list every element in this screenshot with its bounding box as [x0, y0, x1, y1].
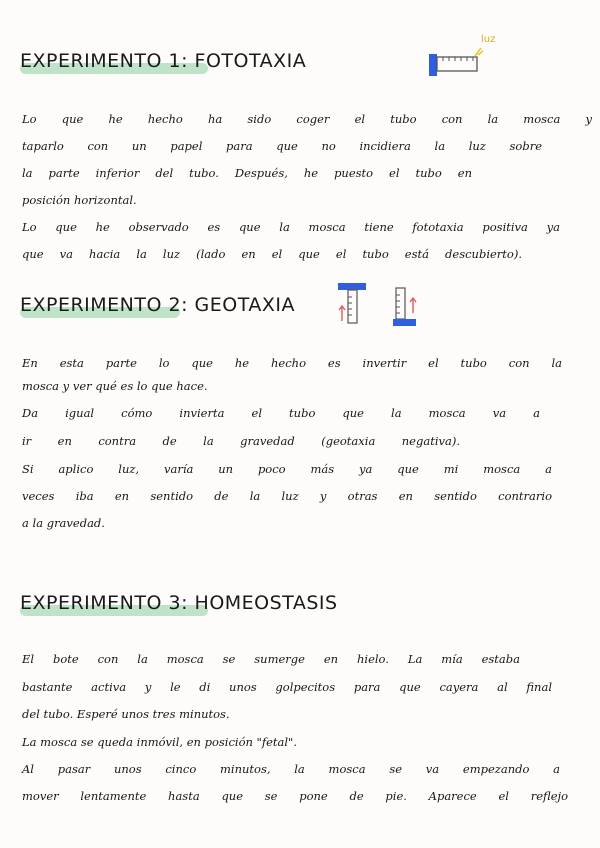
text-line: que va hacia la luz (lado en el que el tubo está descubierto). [22, 247, 522, 261]
text-line: veces iba en sentido de la luz y otras en sentido contrario [22, 489, 552, 503]
text-line: ir en contra de la gravedad (geotaxia negativa). [22, 434, 460, 448]
section-1-heading [20, 50, 306, 76]
text-line: Si aplico luz, varía un poco más ya que mi mosca a [22, 462, 552, 476]
text-line: bastante activa y le di unos golpecitos para que cayera al final [22, 680, 552, 694]
text-line: En esta parte lo que he hecho es invertir el tubo con la [22, 356, 562, 370]
inverted-tubes-icon [335, 283, 435, 328]
section-2-title: EXPERIMENTO 2: GEOTAXIA [20, 294, 295, 316]
text-line: a la gravedad. [22, 516, 105, 530]
section-3-title: EXPERIMENTO 3: HOMEOSTASIS [20, 592, 338, 614]
text-line: Lo que he hecho ha sido coger el tubo con la mosca y [22, 112, 592, 126]
text-line: mosca y ver qué es lo que hace. [22, 379, 208, 393]
text-line: del tubo. Esperé unos tres minutos. [22, 707, 230, 721]
text-line: El bote con la mosca se sumerge en hielo. La mía estaba [22, 652, 520, 666]
text-line: La mosca se queda inmóvil, en posición "fetal". [22, 735, 298, 749]
section-1-title: EXPERIMENTO 1: FOTOTAXIA [20, 50, 307, 72]
text-line: mover lentamente hasta que se pone de pie. Aparece el reflejo [22, 789, 568, 803]
light-tube-icon [425, 28, 505, 80]
text-line: taparlo con un papel para que no incidiera la luz sobre [22, 139, 542, 153]
text-line: posición horizontal. [22, 193, 137, 207]
text-line: Da igual cómo invierta el tubo que la mosca va a [22, 406, 540, 420]
text-line: Al pasar unos cinco minutos, la mosca se va empezando a [22, 762, 560, 776]
section-3-heading [20, 592, 338, 618]
text-line: Lo que he observado es que la mosca tiene fototaxia positiva ya [22, 220, 560, 234]
light-label: luz [481, 34, 496, 45]
section-2-heading [20, 294, 295, 320]
text-line: la parte inferior del tubo. Después, he puesto el tubo en [22, 166, 472, 180]
